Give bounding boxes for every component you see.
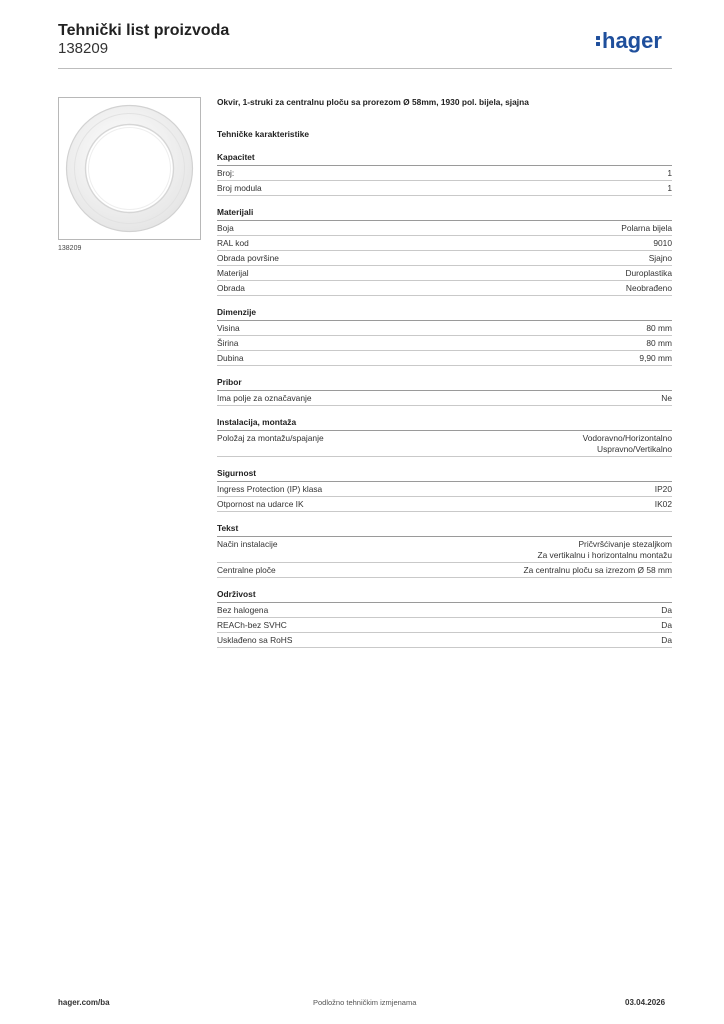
- spec-row: [217, 497, 672, 512]
- spec-label: Centralne ploče: [217, 565, 276, 575]
- spec-row: [217, 618, 672, 633]
- spec-row: [217, 431, 672, 457]
- spec-value: Da: [661, 635, 672, 645]
- document-title: Tehnički list proizvoda: [58, 22, 230, 39]
- spec-value: 9,90 mm: [639, 353, 672, 363]
- spec-value: Ne: [661, 393, 672, 403]
- spec-label: Način instalacije: [217, 539, 278, 549]
- section-title: Instalacija, montaža: [217, 417, 672, 431]
- spec-value: 9010: [653, 238, 672, 248]
- spec-label: Boja: [217, 223, 234, 233]
- header-divider: [58, 68, 672, 69]
- spec-label: Širina: [217, 338, 239, 348]
- spec-label: Obrada: [217, 283, 245, 293]
- footer-note: Podložno tehničkim izmjenama: [313, 998, 417, 1007]
- spec-value: Duroplastika: [625, 268, 672, 278]
- spec-row: [217, 336, 672, 351]
- spec-label: Broj:: [217, 168, 235, 178]
- spec-label: Materijal: [217, 268, 249, 278]
- spec-sections: [217, 152, 672, 648]
- section-title: Kapacitet: [217, 152, 672, 166]
- section-title: Sigurnost: [217, 468, 672, 482]
- spec-row: [217, 603, 672, 618]
- spec-label: Bez halogena: [217, 605, 269, 615]
- spec-row: [217, 266, 672, 281]
- spec-section: [217, 417, 672, 457]
- spec-section: [217, 207, 672, 296]
- section-title: Materijali: [217, 207, 672, 221]
- spec-row: [217, 482, 672, 497]
- svg-text:hager: hager: [602, 28, 662, 53]
- spec-row: [217, 166, 672, 181]
- spec-row: [217, 391, 672, 406]
- section-title: Održivost: [217, 589, 672, 603]
- spec-section: [217, 377, 672, 406]
- product-image: [58, 97, 201, 240]
- spec-label: Obrada površine: [217, 253, 279, 263]
- product-number: 138209: [58, 40, 109, 57]
- spec-row: [217, 221, 672, 236]
- spec-value: IP20: [654, 484, 672, 494]
- spec-section: [217, 468, 672, 512]
- product-image-caption: 138209: [58, 245, 82, 252]
- spec-section: [217, 523, 672, 578]
- section-title: Dimenzije: [217, 307, 672, 321]
- spec-row: [217, 236, 672, 251]
- spec-row: [217, 281, 672, 296]
- footer-website: hager.com/ba: [58, 998, 110, 1007]
- spec-row: [217, 251, 672, 266]
- spec-value: Vodoravno/Horizontalno Uspravno/Vertikalno: [582, 433, 672, 454]
- spec-value: 1: [667, 168, 672, 178]
- spec-row: [217, 633, 672, 648]
- spec-label: Visina: [217, 323, 240, 333]
- footer-date: 03.04.2026: [625, 998, 666, 1007]
- spec-value: Za centralnu ploču sa izrezom Ø 58 mm: [523, 565, 672, 575]
- spec-value: IK02: [654, 499, 672, 509]
- spec-label: Ima polje za označavanje: [217, 393, 312, 403]
- spec-label: Dubina: [217, 353, 244, 363]
- spec-value: Sjajno: [648, 253, 672, 263]
- spec-label: RAL kod: [217, 238, 249, 248]
- section-title: Tekst: [217, 523, 672, 537]
- spec-value: Da: [661, 620, 672, 630]
- spec-row: [217, 537, 672, 563]
- spec-value: Polarna bijela: [621, 223, 672, 233]
- spec-row: [217, 563, 672, 578]
- spec-value: Da: [661, 605, 672, 615]
- spec-label: Položaj za montažu/spajanje: [217, 433, 324, 443]
- spec-value: 80 mm: [646, 338, 672, 348]
- spec-section: [217, 307, 672, 366]
- spec-label: Otpornost na udarce IK: [217, 499, 304, 509]
- spec-label: Broj modula: [217, 183, 262, 193]
- spec-label: Ingress Protection (IP) klasa: [217, 484, 323, 494]
- spec-row: [217, 321, 672, 336]
- round-frame-image: [59, 98, 200, 239]
- spec-section: [217, 152, 672, 196]
- hager-logo: [595, 26, 675, 60]
- spec-row: [217, 181, 672, 196]
- spec-label: REACh-bez SVHC: [217, 620, 287, 630]
- product-description: Okvir, 1-struki za centralnu ploču sa prorezom Ø 58mm, 1930 pol. bijela, sjajna: [217, 97, 529, 107]
- spec-value: 80 mm: [646, 323, 672, 333]
- spec-row: [217, 351, 672, 366]
- spec-content: [217, 96, 672, 648]
- spec-label: Usklađeno sa RoHS: [217, 635, 293, 645]
- spec-value: Pričvršćivanje stezaljkom Za vertikalnu i horizontalnu montažu: [537, 539, 672, 560]
- spec-section: [217, 589, 672, 648]
- spec-value: Neobrađeno: [625, 283, 672, 293]
- spec-value: 1: [667, 183, 672, 193]
- tech-characteristics-heading: Tehničke karakteristike: [217, 129, 310, 139]
- section-title: Pribor: [217, 377, 672, 391]
